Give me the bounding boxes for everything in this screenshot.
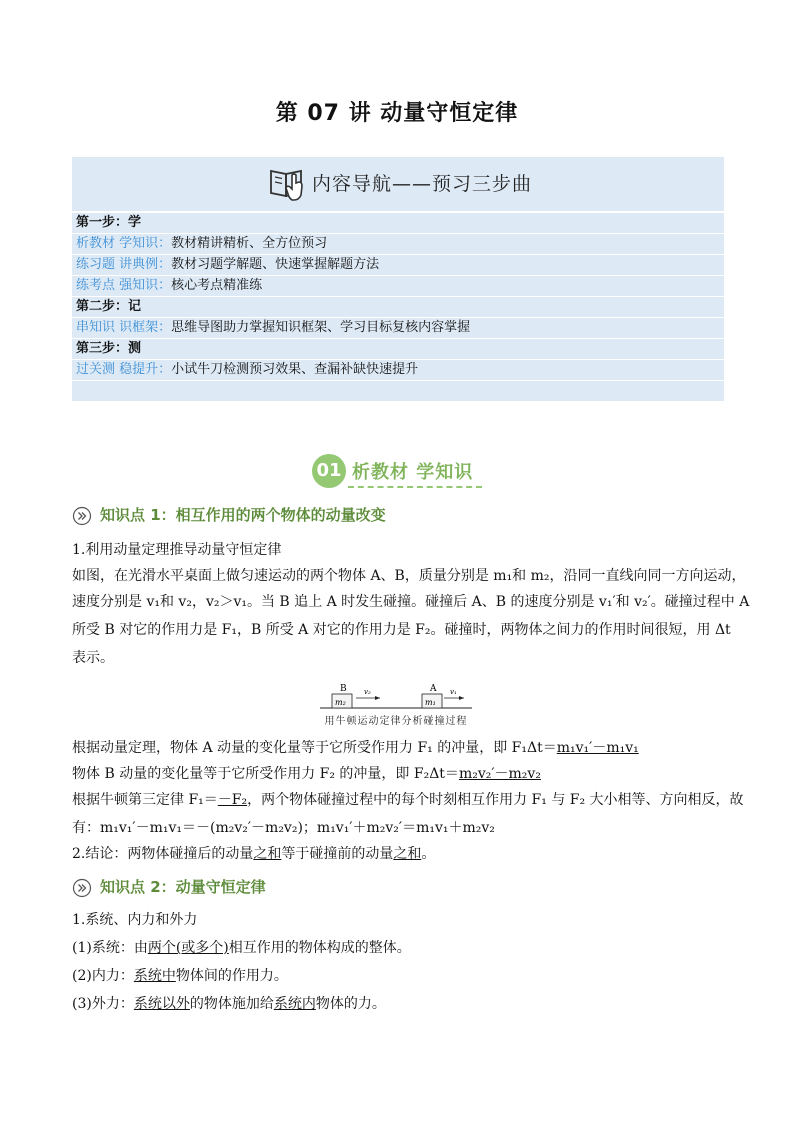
nav-row-text: 第三步：测 bbox=[76, 341, 142, 356]
velocity-a: v₁ bbox=[450, 688, 457, 696]
nav-row-text: 核心考点精准练 bbox=[171, 278, 263, 293]
nav-title: 内容导航——预习三步曲 bbox=[312, 173, 533, 195]
nav-row bbox=[72, 234, 724, 255]
underlined-answer: 两个(或多个) bbox=[147, 940, 229, 956]
section-label: 析教材 学知识 bbox=[352, 462, 474, 483]
paragraph: 表示。 bbox=[72, 650, 114, 666]
nav-row-tag: 过关测 稳提升： bbox=[76, 362, 172, 377]
velocity-b: v₂ bbox=[364, 688, 371, 696]
knowledge-point-2-title: 知识点 2：动量守恒定律 bbox=[100, 878, 266, 896]
knowledge-point-2 bbox=[72, 876, 266, 898]
page-title: 第 07 讲 动量守恒定律 bbox=[275, 101, 519, 126]
paragraph: 所受 B 对它的作用力是 F₁，B 所受 A 对它的作用力是 F₂。碰撞时，两物体之间力的作用时间很短，用 Δt bbox=[72, 622, 731, 638]
nav-row bbox=[72, 318, 724, 339]
underlined-answer: －F₂ bbox=[217, 792, 248, 808]
text-run: 根据牛顿第三定律 F₁＝ bbox=[72, 792, 218, 808]
paragraph: 如图，在光滑水平桌面上做匀速运动的两个物体 A、B，质量分别是 m₁和 m₂，沿同一直线向同一方向运动， bbox=[72, 568, 746, 584]
underlined-answer: 系统中 bbox=[133, 968, 176, 984]
text-run: (2)内力： bbox=[72, 968, 134, 984]
text-run: 。 bbox=[421, 846, 436, 862]
nav-row-tag: 析教材 学知识： bbox=[76, 236, 172, 251]
knowledge-point-1 bbox=[72, 504, 386, 526]
paragraph: 有：m₁v₁′－m₁v₁＝－(m₂v₂′－m₂v₂)；m₁v₁′＋m₂v₂′＝m₁v₁＋m₂v₂ bbox=[72, 820, 495, 836]
text-run: ，两个物体碰撞过程中的每个时刻相互作用力 F₁ 与 F₂ 大小相等、方向相反，故 bbox=[247, 792, 744, 808]
text-run: 物体 B 动量的变化量等于它所受作用力 F₂ 的冲量，即 F₂Δt＝ bbox=[72, 766, 459, 782]
nav-row-tag: 练考点 强知识： bbox=[76, 278, 172, 293]
section-number: 01 bbox=[312, 454, 346, 488]
knowledge-point-1-title: 知识点 1：相互作用的两个物体的动量改变 bbox=[100, 506, 386, 524]
paragraph: 速度分别是 v₁和 v₂，v₂＞v₁。当 B 追上 A 时发生碰撞。碰撞后 A、B 的速度分别是 v₁′和 v₂′。碰撞过程中 A bbox=[72, 594, 750, 610]
underlined-answer: m₂v₂′－m₂v₂ bbox=[458, 766, 541, 782]
nav-row-text: 第二步：记 bbox=[76, 299, 142, 314]
section-divider bbox=[348, 486, 482, 488]
nav-header bbox=[72, 157, 724, 213]
paragraph bbox=[72, 994, 724, 1014]
content-navigation-box bbox=[72, 157, 724, 401]
figure-caption: 用牛顿运动定律分析碰撞过程 bbox=[324, 716, 468, 727]
nav-row bbox=[72, 276, 724, 297]
paragraph bbox=[72, 966, 724, 986]
paragraph bbox=[72, 790, 744, 810]
paragraph bbox=[72, 938, 724, 958]
paragraph: 1.系统、内力和外力 bbox=[72, 912, 198, 928]
nav-row-text: 小试牛刀检测预习效果、查漏补缺快速提升 bbox=[171, 362, 419, 377]
underlined-answer: 系统以外 bbox=[133, 996, 190, 1012]
nav-row-text: 思维导图助力掌握知识框架、学习目标复核内容掌握 bbox=[171, 320, 471, 335]
section-header bbox=[312, 452, 484, 488]
paragraph: 1.利用动量定理推导动量守恒定律 bbox=[72, 542, 282, 558]
nav-row bbox=[72, 297, 724, 318]
text-run: 2.结论：两物体碰撞后的动量 bbox=[72, 846, 254, 862]
text-run: (1)系统：由 bbox=[72, 940, 148, 956]
text-run: 物体的力。 bbox=[315, 996, 386, 1012]
underlined-answer: m₁v₁′－m₁v₁ bbox=[556, 740, 639, 756]
block-b-label: B bbox=[340, 684, 347, 694]
paragraph bbox=[72, 764, 724, 784]
underlined-answer: 之和 bbox=[393, 846, 422, 862]
text-run: 等于碰撞前的动量 bbox=[281, 846, 394, 862]
nav-row-tag: 练习题 讲典例： bbox=[76, 257, 172, 272]
text-run: 根据动量定理，物体 A 动量的变化量等于它所受作用力 F₁ 的冲量，即 F₁Δt＝ bbox=[72, 740, 557, 756]
text-run: 的物体施加给 bbox=[189, 996, 274, 1012]
paragraph bbox=[72, 738, 724, 758]
block-a-label: A bbox=[430, 684, 437, 694]
text-run: 物体间的作用力。 bbox=[175, 968, 288, 984]
nav-row bbox=[72, 255, 724, 276]
text-run: 相互作用的物体构成的整体。 bbox=[228, 940, 411, 956]
block-a-mass: m₁ bbox=[425, 698, 436, 707]
book-hand-icon bbox=[268, 163, 308, 203]
underlined-answer: 系统内 bbox=[273, 996, 316, 1012]
nav-row bbox=[72, 339, 724, 360]
nav-rows bbox=[72, 213, 724, 381]
paragraph bbox=[72, 844, 724, 864]
nav-row bbox=[72, 360, 724, 381]
nav-row-text: 第一步：学 bbox=[76, 215, 142, 230]
chevron-circle-icon bbox=[72, 506, 92, 526]
nav-row bbox=[72, 213, 724, 234]
text-run: (3)外力： bbox=[72, 996, 134, 1012]
block-b-mass: m₂ bbox=[335, 698, 346, 707]
nav-row-tag: 串知识 识框架： bbox=[76, 320, 172, 335]
underlined-answer: 之和 bbox=[253, 846, 282, 862]
nav-row-text: 教材习题学解题、快速掌握解题方法 bbox=[171, 257, 380, 272]
chevron-circle-icon bbox=[72, 878, 92, 898]
nav-row-text: 教材精讲精析、全方位预习 bbox=[171, 236, 328, 251]
